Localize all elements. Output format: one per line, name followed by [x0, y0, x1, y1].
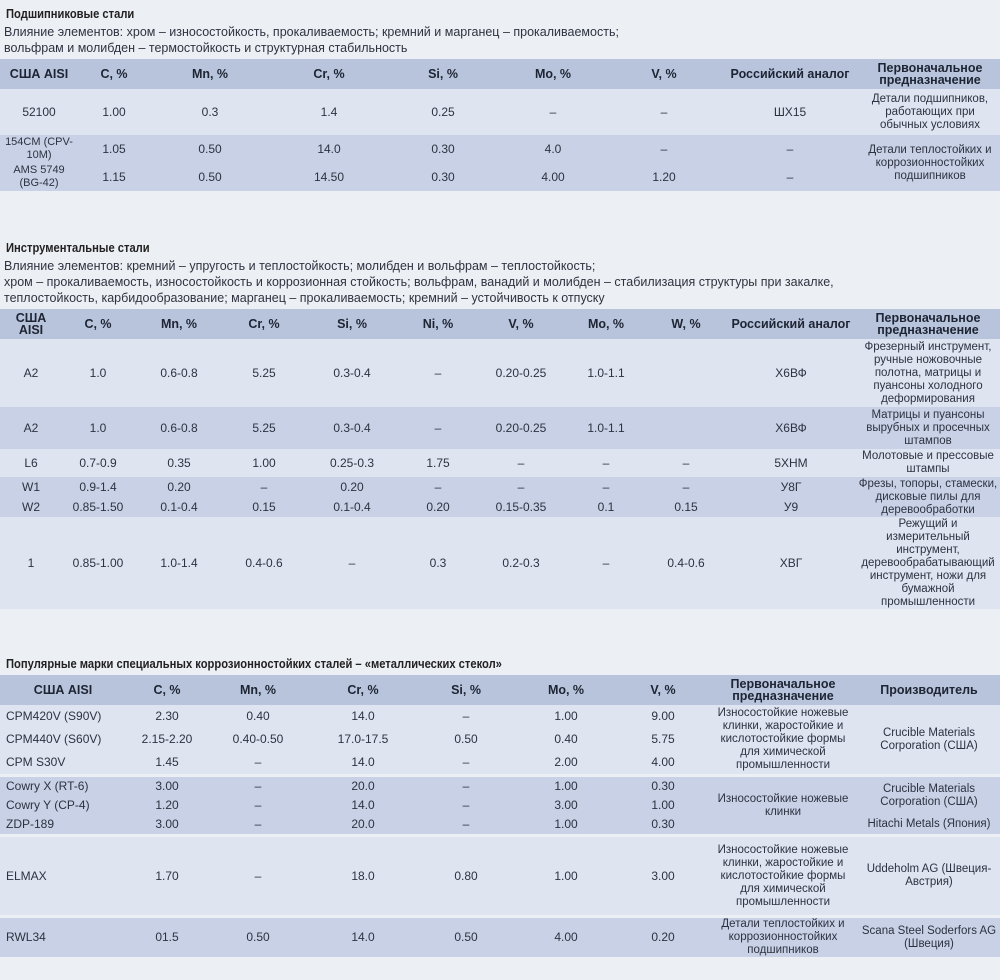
- cell-name: RWL34: [0, 918, 126, 957]
- glass-header-row: [0, 675, 1000, 705]
- cell-si: 0.20: [304, 477, 400, 497]
- cell-cr: 14.0: [308, 751, 418, 774]
- cell-mo: 3.00: [514, 796, 618, 815]
- cell-c: 1.00: [78, 89, 150, 135]
- cell-purpose: Фрезы, топоры, стамески, дисковые пилы для деревообработки: [856, 477, 1000, 517]
- cell-si: 0.50: [418, 918, 514, 957]
- cell-mo: 1.00: [514, 705, 618, 728]
- cell-v: 0.20: [618, 918, 708, 957]
- cell-name: 154CM (CPV-10M): [0, 135, 78, 163]
- cell-mn: –: [208, 796, 308, 815]
- col-aisi: США AISI: [0, 309, 62, 339]
- cell-cr: 14.0: [270, 135, 388, 163]
- bearing-desc-1: Влияние элементов: хром – износостойкость, прокаливаемость; кремний и марганец – прокаливаемость;: [4, 25, 619, 39]
- cell-mo: –: [566, 477, 646, 497]
- cell-si: 0.80: [418, 837, 514, 915]
- cell-si: –: [304, 517, 400, 609]
- cell-cr: 14.0: [308, 796, 418, 815]
- bearing-title: Подшипниковые стали: [6, 6, 135, 21]
- cell-c: 0.85-1.50: [62, 497, 134, 517]
- cell-purpose: Детали подшипников, работающих при обычных условиях: [860, 89, 1000, 135]
- cell-maker: Crucible Materials Corporation (США): [858, 705, 1000, 774]
- cell-ru: Х6ВФ: [726, 339, 856, 407]
- col-c: C, %: [78, 59, 150, 89]
- cell-w: 0.4-0.6: [646, 517, 726, 609]
- tool-steels-section: [0, 240, 1000, 609]
- cell-c: 0.7-0.9: [62, 449, 134, 477]
- cell-si: 0.30: [388, 163, 498, 191]
- cell-name: W1: [0, 477, 62, 497]
- col-aisi: США AISI: [0, 675, 126, 705]
- cell-ni: –: [400, 477, 476, 497]
- cell-v: 0.20-0.25: [476, 407, 566, 449]
- cell-mo: 1.0-1.1: [566, 407, 646, 449]
- cell-mo: 4.00: [514, 918, 618, 957]
- cell-v: 1.20: [608, 163, 720, 191]
- cell-name: W2: [0, 497, 62, 517]
- cell-v: 0.30: [618, 815, 708, 834]
- cell-mo: 4.00: [498, 163, 608, 191]
- table-row: [0, 449, 1000, 477]
- tool-title: Инструментальные стали: [6, 240, 150, 255]
- cell-mo: 4.0: [498, 135, 608, 163]
- table-row: [0, 477, 1000, 497]
- col-si: Si, %: [304, 309, 400, 339]
- cell-mn: –: [208, 837, 308, 915]
- table-row: [0, 777, 1000, 796]
- cell-c: 2.15-2.20: [126, 728, 208, 751]
- col-v: V, %: [608, 59, 720, 89]
- cell-purpose: Детали теплостойких и коррозионностойких подшипников: [708, 918, 858, 957]
- cell-si: –: [418, 815, 514, 834]
- cell-purpose: Детали теплостойких и коррозионностойких подшипников: [860, 135, 1000, 191]
- cell-ru: ШХ15: [720, 89, 860, 135]
- cell-name: Cowry Y (CP-4): [0, 796, 126, 815]
- col-cr: Cr, %: [308, 675, 418, 705]
- glass-table: [0, 675, 1000, 957]
- cell-name: CPM420V (S90V): [0, 705, 126, 728]
- cell-v: –: [608, 89, 720, 135]
- cell-w: [646, 339, 726, 407]
- cell-mo: 1.00: [514, 815, 618, 834]
- col-mn: Mn, %: [134, 309, 224, 339]
- cell-c: 1.05: [78, 135, 150, 163]
- cell-name: CPM S30V: [0, 751, 126, 774]
- metallic-glass-section: [0, 656, 1000, 957]
- cell-c: 0.85-1.00: [62, 517, 134, 609]
- cell-mn: 0.3: [150, 89, 270, 135]
- cell-c: 1.15: [78, 163, 150, 191]
- cell-mn: 0.50: [150, 135, 270, 163]
- cell-ni: –: [400, 339, 476, 407]
- cell-v: 1.00: [618, 796, 708, 815]
- col-maker: Производитель: [858, 675, 1000, 705]
- cell-name: AMS 5749 (BG-42): [0, 163, 78, 191]
- cell-mn: –: [208, 815, 308, 834]
- cell-cr: –: [224, 477, 304, 497]
- cell-ru: У8Г: [726, 477, 856, 497]
- cell-mo: 0.1: [566, 497, 646, 517]
- cell-si: 0.30: [388, 135, 498, 163]
- cell-mo: 1.00: [514, 777, 618, 796]
- cell-v: 0.20-0.25: [476, 339, 566, 407]
- cell-v: –: [476, 449, 566, 477]
- col-si: Si, %: [388, 59, 498, 89]
- cell-c: 1.0: [62, 339, 134, 407]
- col-ru: Российский аналог: [720, 59, 860, 89]
- col-ru: Российский аналог: [726, 309, 856, 339]
- cell-v: 0.2-0.3: [476, 517, 566, 609]
- cell-mn: 0.50: [150, 163, 270, 191]
- cell-purpose: Фрезерный инструмент, ручные ножовочные полотна, матрицы и пуансоны холодного деформирования: [856, 339, 1000, 407]
- cell-maker: Crucible Materials Corporation (США): [858, 777, 1000, 815]
- cell-cr: 14.0: [308, 918, 418, 957]
- cell-purpose: Режущий и измерительный инструмент, деревообрабатывающий инструмент, ножи для бумажной промышленности: [856, 517, 1000, 609]
- cell-name: A2: [0, 339, 62, 407]
- col-mn: Mn, %: [150, 59, 270, 89]
- table-row: [0, 918, 1000, 957]
- cell-v: 0.30: [618, 777, 708, 796]
- cell-si: –: [418, 796, 514, 815]
- cell-c: 1.70: [126, 837, 208, 915]
- cell-maker: Uddeholm AG (Швеция-Австрия): [858, 837, 1000, 915]
- cell-purpose: Молотовые и прессовые штампы: [856, 449, 1000, 477]
- cell-si: 0.3-0.4: [304, 339, 400, 407]
- cell-ru: 5ХНМ: [726, 449, 856, 477]
- cell-maker: Hitachi Metals (Япония): [858, 815, 1000, 834]
- cell-mo: 2.00: [514, 751, 618, 774]
- cell-cr: 20.0: [308, 815, 418, 834]
- tool-table: [0, 309, 1000, 609]
- cell-name: Cowry X (RT-6): [0, 777, 126, 796]
- table-row: [0, 517, 1000, 609]
- tool-desc-3: теплостойкость, карбидообразование; марганец – прокаливаемость; кремний – устойчивость к отпуску: [4, 291, 605, 305]
- cell-mn: 0.6-0.8: [134, 339, 224, 407]
- bearing-table: [0, 59, 1000, 191]
- cell-c: 2.30: [126, 705, 208, 728]
- cell-name: CPM440V (S60V): [0, 728, 126, 751]
- cell-ru: У9: [726, 497, 856, 517]
- col-c: C, %: [62, 309, 134, 339]
- cell-v: 0.15-0.35: [476, 497, 566, 517]
- cell-cr: 5.25: [224, 407, 304, 449]
- cell-si: 0.25-0.3: [304, 449, 400, 477]
- table-row: [0, 407, 1000, 449]
- col-purpose: Первоначальное предназначение: [856, 309, 1000, 339]
- col-v: V, %: [618, 675, 708, 705]
- cell-cr: 14.50: [270, 163, 388, 191]
- col-mo: Mo, %: [566, 309, 646, 339]
- cell-si: –: [418, 751, 514, 774]
- cell-mn: 0.35: [134, 449, 224, 477]
- cell-c: 01.5: [126, 918, 208, 957]
- cell-v: 9.00: [618, 705, 708, 728]
- tool-desc-1: Влияние элементов: кремний – упругость и теплостойкость; молибден и вольфрам – теплостойкость;: [4, 259, 596, 273]
- cell-si: 0.1-0.4: [304, 497, 400, 517]
- col-mo: Mo, %: [514, 675, 618, 705]
- col-cr: Cr, %: [224, 309, 304, 339]
- table-row: [0, 339, 1000, 407]
- cell-mn: 0.6-0.8: [134, 407, 224, 449]
- cell-name: A2: [0, 407, 62, 449]
- cell-c: 1.0: [62, 407, 134, 449]
- cell-cr: 0.15: [224, 497, 304, 517]
- col-mo: Mo, %: [498, 59, 608, 89]
- cell-v: 3.00: [618, 837, 708, 915]
- cell-name: 1: [0, 517, 62, 609]
- cell-cr: 17.0-17.5: [308, 728, 418, 751]
- cell-name: 52100: [0, 89, 78, 135]
- cell-v: –: [608, 135, 720, 163]
- cell-v: 5.75: [618, 728, 708, 751]
- cell-c: 3.00: [126, 815, 208, 834]
- cell-si: 0.25: [388, 89, 498, 135]
- table-row: [0, 163, 1000, 191]
- cell-cr: 20.0: [308, 777, 418, 796]
- cell-cr: 1.00: [224, 449, 304, 477]
- cell-w: [646, 407, 726, 449]
- cell-name: L6: [0, 449, 62, 477]
- cell-mo: 0.40: [514, 728, 618, 751]
- cell-mn: 0.40: [208, 705, 308, 728]
- cell-w: 0.15: [646, 497, 726, 517]
- cell-purpose: Износостойкие ножевые клинки: [708, 777, 858, 834]
- cell-ru: ХВГ: [726, 517, 856, 609]
- table-row: [0, 89, 1000, 135]
- bearing-desc-2: вольфрам и молибден – термостойкость и структурная стабильность: [4, 41, 408, 55]
- cell-mo: –: [566, 449, 646, 477]
- col-c: C, %: [126, 675, 208, 705]
- cell-mo: –: [498, 89, 608, 135]
- cell-maker: Scana Steel Soderfors AG (Швеция): [858, 918, 1000, 957]
- tool-desc-2: хром – прокаливаемость, износостойкость и коррозионная стойкость; вольфрам, ванадий и молибден – стабилизация структуры при закалке,: [4, 275, 834, 289]
- cell-v: 4.00: [618, 751, 708, 774]
- cell-purpose: Матрицы и пуансоны вырубных и просечных штампов: [856, 407, 1000, 449]
- table-row: [0, 135, 1000, 163]
- cell-cr: 18.0: [308, 837, 418, 915]
- cell-cr: 14.0: [308, 705, 418, 728]
- cell-cr: 1.4: [270, 89, 388, 135]
- cell-mo: –: [566, 517, 646, 609]
- col-purpose: Первоначальное предназначение: [860, 59, 1000, 89]
- cell-cr: 0.4-0.6: [224, 517, 304, 609]
- cell-purpose: Износостойкие ножевые клинки, жаростойкие и кислотостойкие формы для химической промышленности: [708, 837, 858, 915]
- table-row: [0, 705, 1000, 728]
- cell-ru: –: [720, 135, 860, 163]
- table-row: [0, 497, 1000, 517]
- cell-ni: –: [400, 407, 476, 449]
- cell-si: –: [418, 705, 514, 728]
- col-mn: Mn, %: [208, 675, 308, 705]
- cell-ni: 0.20: [400, 497, 476, 517]
- col-aisi: США AISI: [0, 59, 78, 89]
- col-purpose: Первоначальное предназначение: [708, 675, 858, 705]
- cell-mn: –: [208, 751, 308, 774]
- cell-si: 0.3-0.4: [304, 407, 400, 449]
- cell-c: 1.45: [126, 751, 208, 774]
- cell-name: ZDP-189: [0, 815, 126, 834]
- glass-title: Популярные марки специальных коррозионностойких сталей – «металлических стекол»: [6, 656, 502, 671]
- col-v: V, %: [476, 309, 566, 339]
- cell-mn: 0.50: [208, 918, 308, 957]
- cell-w: –: [646, 449, 726, 477]
- bearing-header-row: [0, 59, 1000, 89]
- col-ni: Ni, %: [400, 309, 476, 339]
- cell-ni: 1.75: [400, 449, 476, 477]
- col-w: W, %: [646, 309, 726, 339]
- cell-mn: –: [208, 777, 308, 796]
- col-cr: Cr, %: [270, 59, 388, 89]
- cell-si: 0.50: [418, 728, 514, 751]
- cell-mo: 1.0-1.1: [566, 339, 646, 407]
- cell-mn: 0.40-0.50: [208, 728, 308, 751]
- tool-header-row: [0, 309, 1000, 339]
- cell-c: 3.00: [126, 777, 208, 796]
- table-row: [0, 837, 1000, 915]
- cell-purpose: Износостойкие ножевые клинки, жаростойкие и кислотостойкие формы для химической промышленности: [708, 705, 858, 774]
- cell-c: 0.9-1.4: [62, 477, 134, 497]
- cell-si: –: [418, 777, 514, 796]
- cell-ru: –: [720, 163, 860, 191]
- cell-name: ELMAX: [0, 837, 126, 915]
- cell-mn: 0.1-0.4: [134, 497, 224, 517]
- cell-ni: 0.3: [400, 517, 476, 609]
- cell-mn: 0.20: [134, 477, 224, 497]
- cell-cr: 5.25: [224, 339, 304, 407]
- cell-c: 1.20: [126, 796, 208, 815]
- cell-ru: Х6ВФ: [726, 407, 856, 449]
- cell-mo: 1.00: [514, 837, 618, 915]
- bearing-steels-section: [0, 6, 1000, 191]
- col-si: Si, %: [418, 675, 514, 705]
- cell-mn: 1.0-1.4: [134, 517, 224, 609]
- cell-w: –: [646, 477, 726, 497]
- cell-v: –: [476, 477, 566, 497]
